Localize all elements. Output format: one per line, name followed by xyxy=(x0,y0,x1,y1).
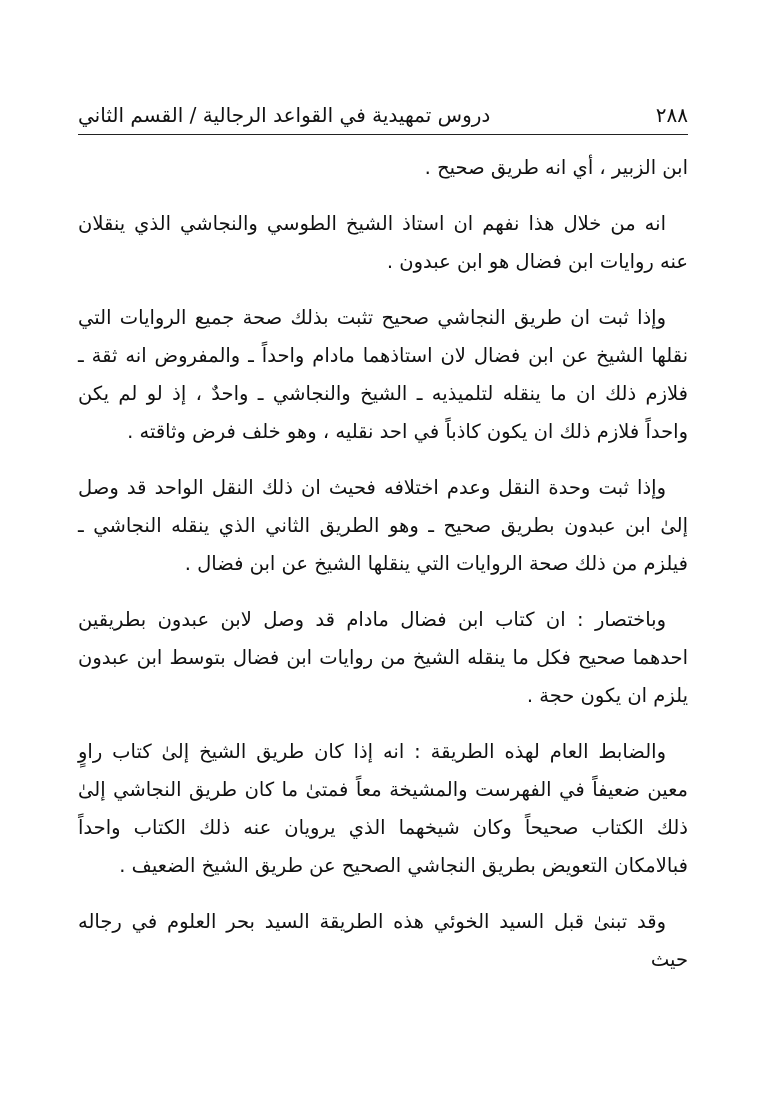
running-title: دروس تمهيدية في القواعد الرجالية / القسم الثاني xyxy=(78,103,491,127)
paragraph-6: والضابط العام لهذه الطريقة : انه إذا كان طريق الشيخ إلىٰ كتاب راوٍ معين ضعيفاً في الفهرست والمشيخة معاً فمتىٰ ما كان طريق النجاشي إلىٰ ذلك الكتاب صحيحاً وكان شيخهما الذي يرويان عنه ذلك الكتاب واحداً فبالامكان التعويض بطريق النجاشي الصحيح عن طريق الشيخ الضعيف . xyxy=(78,740,688,877)
paragraph-1: ابن الزبير ، أي انه طريق صحيح . xyxy=(424,156,688,179)
paragraph-4: وإذا ثبت وحدة النقل وعدم اختلافه فحيث ان ذلك النقل الواحد قد وصل إلىٰ ابن عبدون بطريق صحيح ـ وهو الطريق الثاني الذي ينقله النجاشي ـ فيلزم من ذلك صحة الروايات التي ينقلها الشيخ عن ابن فضال . xyxy=(78,476,688,575)
book-page xyxy=(78,100,688,997)
paragraph-3: وإذا ثبت ان طريق النجاشي صحيح تثبت بذلك صحة جميع الروايات التي نقلها الشيخ عن ابن فضال لان استاذهما مادام واحداً ـ والمفروض انه ثقة ـ فلازم ذلك ان ما ينقله لتلميذيه ـ الشيخ والنجاشي ـ واحدٌ ، إذ لو لم يكن واحداً فلازم ذلك ان يكون كاذباً في احد نقليه ، وهو خلف فرض وثاقته . xyxy=(78,306,688,443)
page-number: ٢٨٨ xyxy=(655,103,688,127)
running-header xyxy=(78,100,688,135)
paragraph-7: وقد تبنىٰ قبل السيد الخوئي هذه الطريقة السيد بحر العلوم في رجاله حيث xyxy=(78,910,688,971)
paragraph-2: انه من خلال هذا نفهم ان استاذ الشيخ الطوسي والنجاشي الذي ينقلان عنه روايات ابن فضال هو ابن عبدون . xyxy=(78,212,688,273)
body-text xyxy=(78,149,688,979)
paragraph-5: وباختصار : ان كتاب ابن فضال مادام قد وصل لابن عبدون بطريقين احدهما صحيح فكل ما ينقله الشيخ من روايات ابن فضال بتوسط ابن عبدون يلزم ان يكون حجة . xyxy=(78,608,688,707)
